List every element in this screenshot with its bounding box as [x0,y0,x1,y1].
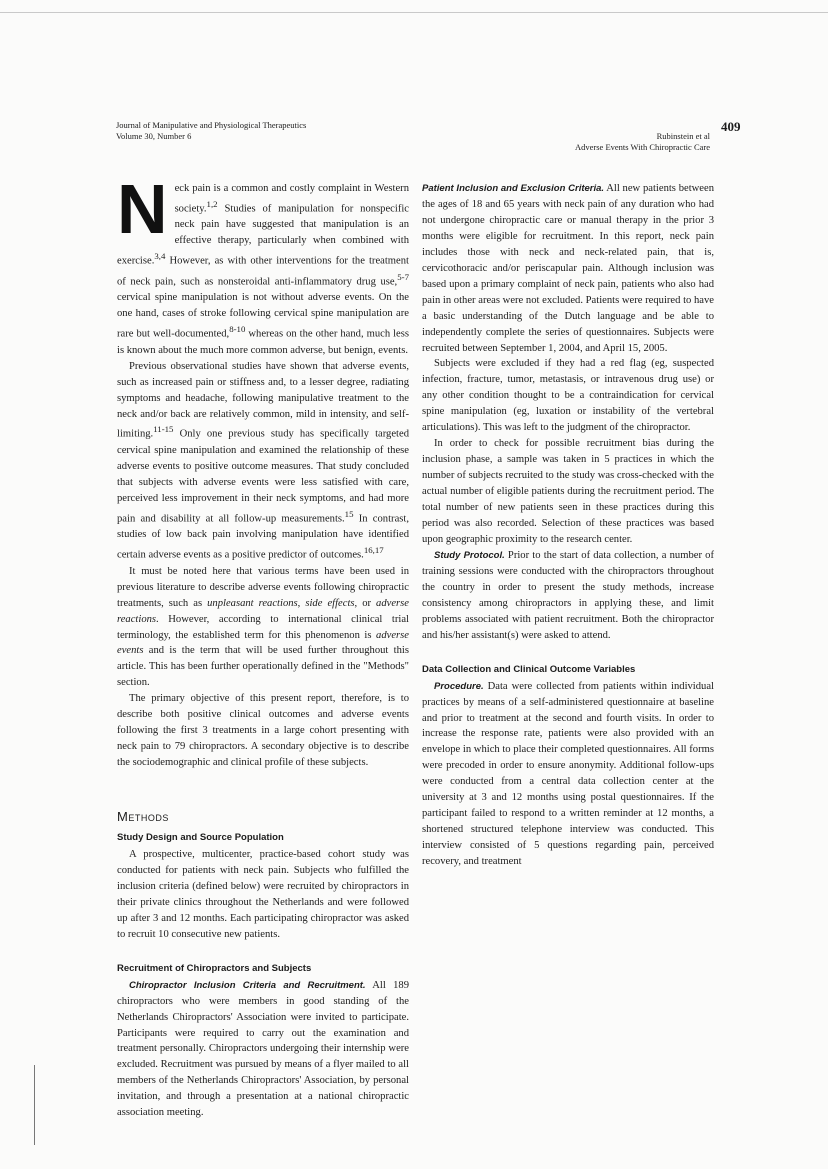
study-protocol-paragraph: Study Protocol. Prior to the start of data collection, a number of training sessions were conducted with the chiropractors throughout the country in order to present the study methods, increase consistency among chiropractors in applying these, and limit problems associated with patient recruitment. Both the chiropractor and his/her assistant(s) were asked to attend. [422,549,715,641]
journal-volume: Volume 30, Number 6 [116,131,192,141]
journal-header [116,120,306,142]
chiropractor-criteria-runin: Chiropractor Inclusion Criteria and Recruitment. [129,979,366,991]
recruitment-bias-paragraph: In order to check for possible recruitment bias during the inclusion phase, a sample was taken in 5 practices in which the number of subjects recruited to the study was cross-checked with the actual number of eligible patients during the recruitment period. The total number of new patients seen in these practices during this period was also recorded. Selection of these practices was based upon geographic proximity to the research center. [422,438,714,545]
procedure-paragraph: Procedure. Data were collected from patients within individual practices by means of a self-administered questionnaire at baseline and prior to treatment at the second and fourth visits. In order to increase the response rate, patients were also provided with an envelope in which to place their completed questionnaires. All forms were precoded in order to ensure anonymity. Additional follow-ups were conducted from a central data collection center at the university at 3 and 12 months using postal questionnaires. If the participant failed to respond to a written reminder at 12 months, a shortened structured telephone interview was conducted. This interview consisted of 5 questions regarding pain, perceived recovery, and treatment [422,680,714,868]
running-title: Adverse Events With Chiropractic Care [575,142,710,152]
journal-name: Journal of Manipulative and Physiological Therapeutics [116,120,307,130]
study-design-paragraph: A prospective, multicenter, practice-based cohort study was conducted for patients with neck pain. Subjects who fulfilled the inclusion criteria (defined below) were recruited by chiropractors in their private clinics throughout the Netherlands and were followed up after 3 and 12 months. Each participating chiropractor was asked to recruit 10 consecutive new patients. [117,848,409,940]
study-design-heading: Study Design and Source Population [117,832,284,844]
exclusion-paragraph: Subjects were excluded if they had a red flag (eg, suspected infection, fracture, tumor, metastasis, or intravenous drug use) or any other condition thought to be a contraindication for cervical spine manipulation (eg, luxation or instability of the vertebral articulations). This was left to the judgment of the chiropractor. [422,358,714,434]
recruitment-heading: Recruitment of Chiropractors and Subjects [117,962,312,974]
patient-criteria-paragraph: Patient Inclusion and Exclusion Criteria. All new patients between the ages of 18 and 65 years with neck pain of any duration who had not undergone chiropractic care or manual therapy in the prior 3 months were eligible for recruitment. In this report, neck pain includes those with neck and neck-related pain, that is, cervicothoracic and/or periscapular pain. Although inclusion was based upon a primary complaint of neck pain, patients who also had pain in other areas were not excluded. Patients were required to have a basic understanding of the Dutch language and be able to independently complete the series of questionnaires. Subjects were recruited between September 1, 2004, and April 15, 2005. [422,183,714,354]
intro-paragraph-3: It must be noted here that various terms have been used in previous literature to describe adverse events following chiropractic treatments, such as unpleasant reactions, side effects, or adverse reactions. However, according to international clinical trial terminology, the established term for this phenomenon is adverse events and is the term that will be used further throughout this article. This has been further operationally defined in the "Methods" section. [117,565,409,689]
scan-edge-mark [34,1065,35,1145]
page-number: 409 [721,119,741,134]
running-authors: Rubinstein et al [656,131,710,141]
left-column [117,170,410,1121]
page-top-rule [0,12,828,13]
study-protocol-runin: Study Protocol. [434,549,505,561]
methods-heading: Methods [117,809,169,825]
running-header [575,131,710,153]
procedure-runin: Procedure. [434,680,484,692]
chiropractor-criteria-paragraph: Chiropractor Inclusion Criteria and Recruitment. All 189 chiropractors who were members in good standing of the Netherlands Chiropractors' Association were invited to participate. Participants were required to carry out the examination and treatment personally. Chiropractors undergoing their internship were excluded. Recruitment was pursued by means of a flyer mailed to all members of the Netherlands Chiropractors' Association, by personal invitation, and through a presentation at a national chiropractic association meeting. [117,979,409,1119]
data-collection-heading: Data Collection and Clinical Outcome Variables [422,663,636,675]
intro-paragraph-1: Neck pain is a common and costly complaint in Western society.$^{1,2}$ Studies of manipulation for nonspecific neck pain have suggested that manipulation is an effective therapy, particularly when combined with exercise.$^{3,4}$ However, as with other interventions for the treatment of neck pain, such as nonsteroidal anti-inflammatory drug use,$^{5-7}$ cervical spine manipulation is not without adverse events. On the one hand, cases of stroke following cervical spine manipulation are rare but well-documented,$^{8-10}$ whereas on the other hand, much less is known about the much more common adverse, but benign, events. [117,170,410,356]
intro-paragraph-2: Previous observational studies have shown that adverse events, such as increased pain or stiffness and, to a lesser degree, radiating symptoms and headache, following manipulative treatment to the neck and/or back are relatively common, mild in intensity, and self-limiting.$^{11-15}$ Only one previous study has specifically targeted cervical spine manipulation and examined the relationship of these adverse events to positive outcome measures. That study concluded that subjects with adverse events were less satisfied with care, perceived less improvement in their neck symptoms, and had more pain and disability at all follow-up measurements.$^{15}$ In contrast, studies of low back pain involving manipulation have identified certain adverse events as a positive predictor of outcomes.$^{16,17}$ [117,360,409,561]
intro-paragraph-4: The primary objective of this present report, therefore, is to describe both positive clinical outcomes and adverse events following the first 3 treatments in a large cohort presenting with neck pain to 79 chiropractors. A secondary objective is to describe the sociodemographic and clinical profile of these subjects. [117,693,409,769]
patient-criteria-runin: Patient Inclusion and Exclusion Criteria. [422,183,605,194]
drop-cap: N [117,170,168,248]
right-column [422,181,714,870]
